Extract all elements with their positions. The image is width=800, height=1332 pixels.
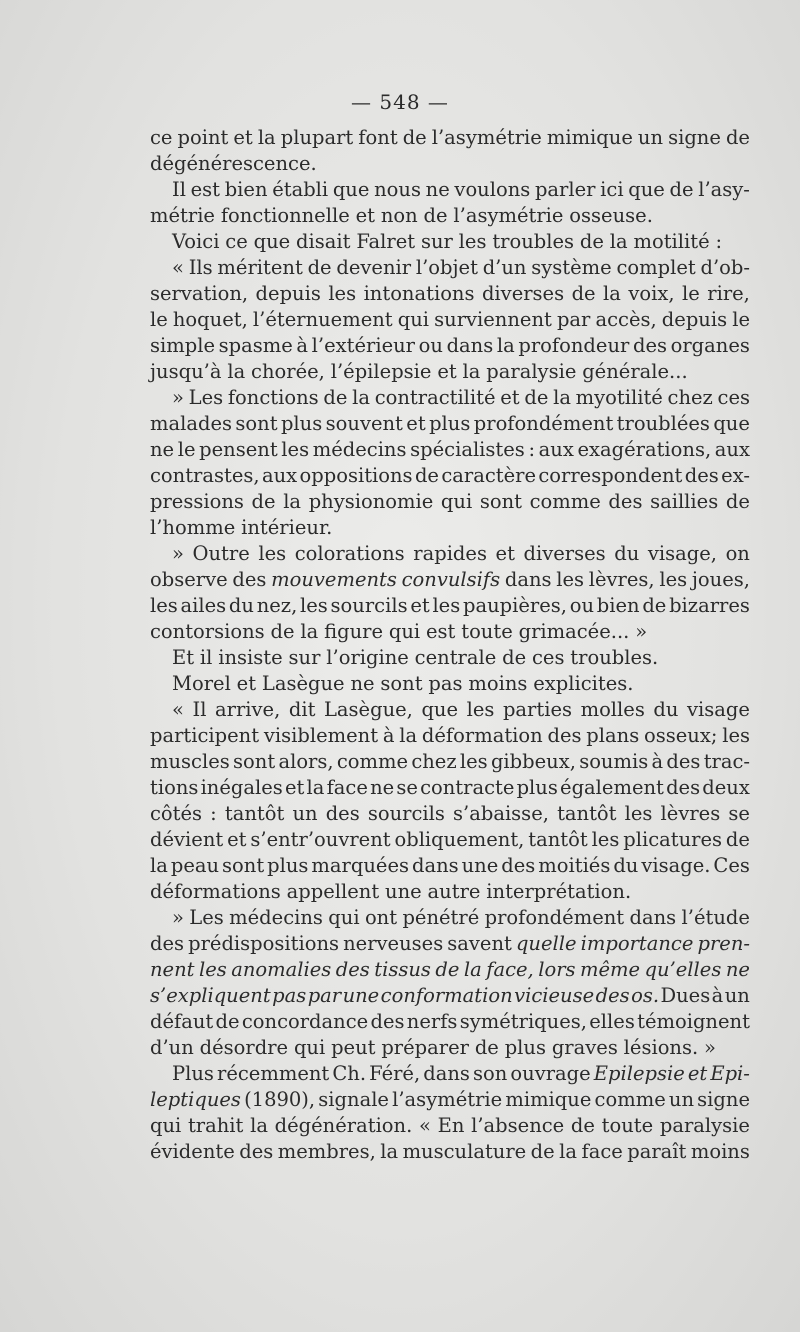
text-line: participent visiblement à la déformation des plans osseux; les	[150, 724, 750, 747]
text-line: Plus récemment Ch. Féré, dans son ouvrage Epilepsie et Epi-	[172, 1062, 750, 1085]
text-line: Voici ce que disait Falret sur les troubles de la motilité :	[172, 230, 723, 253]
text-line: « Il arrive, dit Lasègue, que les parties molles du visage	[172, 698, 750, 721]
text-line: nent les anomalies des tissus de la face, lors même qu’elles ne	[150, 958, 750, 981]
body-text	[150, 125, 750, 1165]
text-line: Il est bien établi que nous ne voulons parler ici que de l’asy-	[172, 178, 750, 201]
text-line: » Outre les colorations rapides et diverses du visage, on	[172, 542, 750, 565]
text-line: d’un désordre qui peut préparer de plus graves lésions. »	[150, 1036, 716, 1059]
text-line: la peau sont plus marquées dans une des moitiés du visage. Ces	[150, 854, 750, 877]
text-line: jusqu’à la chorée, l’épilepsie et la paralysie générale...	[150, 360, 688, 383]
text-line: Et il insiste sur l’origine centrale de ces troubles.	[172, 646, 659, 669]
text-line: s’expliquent pas par une conformation vicieuse des os. Dues à un	[150, 984, 750, 1007]
text-line: des prédispositions nerveuses savent quelle importance pren-	[150, 932, 750, 955]
text-line: évidente des membres, la musculature de la face paraît moins	[150, 1140, 750, 1163]
text-line: leptiques (1890), signale l’asymétrie mimique comme un signe	[150, 1088, 750, 1111]
text-line: contorsions de la figure qui est toute grimacée... »	[150, 620, 648, 643]
text-line: dévient et s’entr’ouvrent obliquement, tantôt les plicatures de	[150, 828, 750, 851]
text-line: dégénérescence.	[150, 152, 317, 175]
text-line: « Ils méritent de devenir l’objet d’un système complet d’ob-	[172, 256, 750, 279]
text-line: côtés : tantôt un des sourcils s’abaisse, tantôt les lèvres se	[150, 802, 750, 825]
text-line: déformations appellent une autre interprétation.	[150, 880, 632, 903]
text-line: l’homme intérieur.	[150, 516, 333, 539]
text-line: défaut de concordance des nerfs symétriques, elles témoignent	[150, 1010, 750, 1033]
text-line: pressions de la physionomie qui sont comme des saillies de	[150, 490, 750, 513]
text-line: » Les médecins qui ont pénétré profondément dans l’étude	[172, 906, 750, 929]
text-line: le hoquet, l’éternuement qui surviennent par accès, depuis le	[150, 308, 750, 331]
text-line: observe des mouvements convulsifs dans les lèvres, les joues,	[150, 568, 750, 591]
text-line: muscles sont alors, comme chez les gibbeux, soumis à des trac-	[150, 750, 750, 773]
text-line: métrie fonctionnelle et non de l’asymétrie osseuse.	[150, 204, 653, 227]
text-line: contrastes, aux oppositions de caractère correspondent des ex-	[150, 464, 750, 487]
text-line: » Les fonctions de la contractilité et de la myotilité chez ces	[172, 386, 750, 409]
text-line: ne le pensent les médecins spécialistes : aux exagérations, aux	[150, 438, 750, 461]
text-line: les ailes du nez, les sourcils et les paupières, ou bien de bizarres	[150, 594, 750, 617]
text-line: simple spasme à l’extérieur ou dans la profondeur des organes	[150, 334, 750, 357]
text-line: malades sont plus souvent et plus profondément troublées que	[150, 412, 750, 435]
text-line: qui trahit la dégénération. « En l’absence de toute paralysie	[150, 1114, 750, 1137]
text-line: tions inégales et la face ne se contracte plus également des deux	[150, 776, 750, 799]
page-number: — 548 —	[351, 90, 449, 114]
text-line: Morel et Lasègue ne sont pas moins explicites.	[172, 672, 634, 695]
text-line: ce point et la plupart font de l’asymétrie mimique un signe de	[150, 126, 750, 149]
text-line: servation, depuis les intonations diverses de la voix, le rire,	[150, 282, 750, 305]
